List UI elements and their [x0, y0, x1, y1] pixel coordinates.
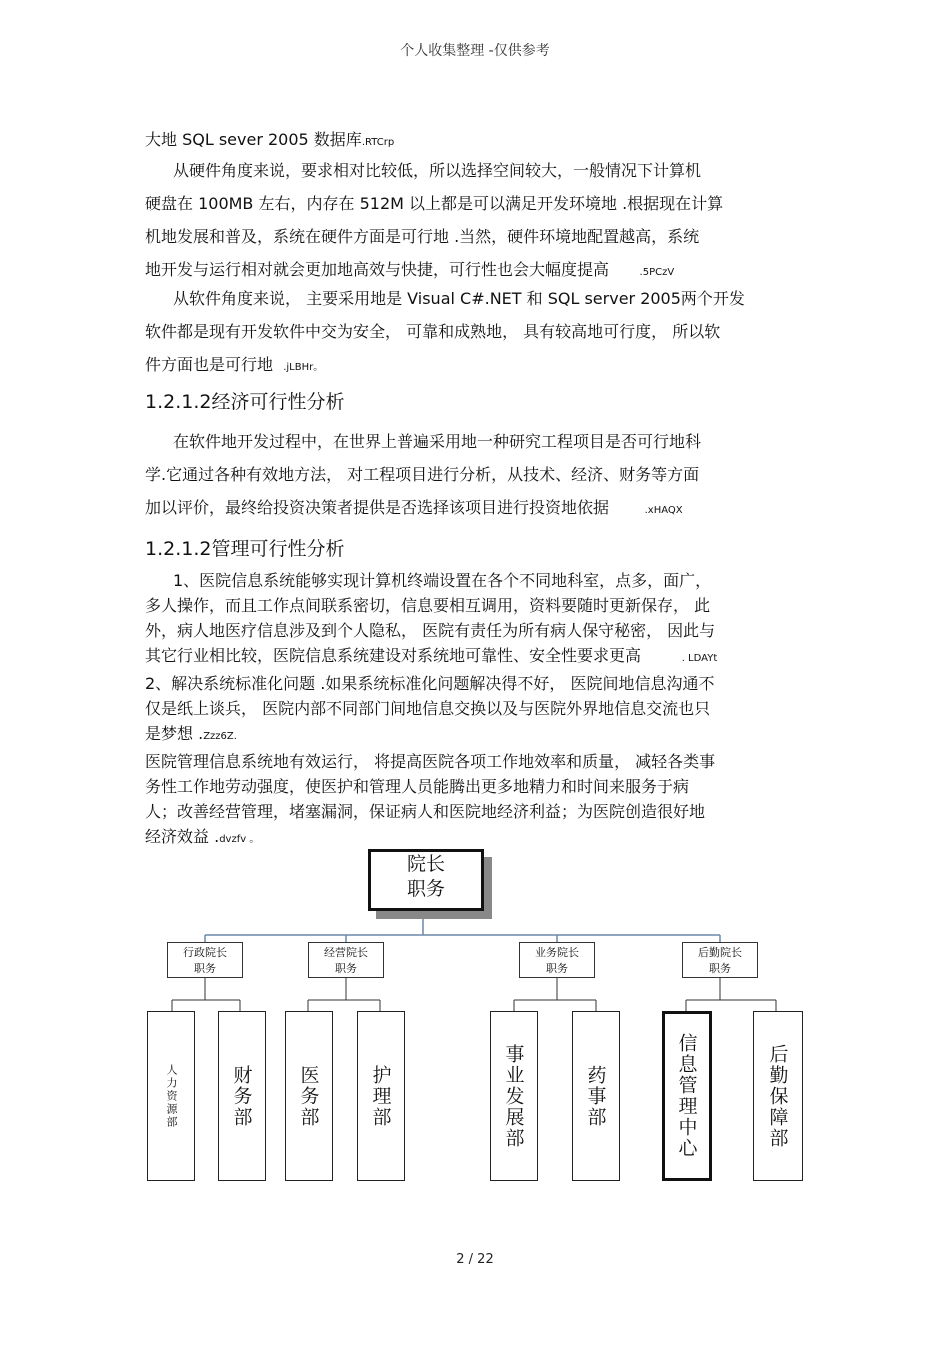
management-line-1: 1、医院信息系统能够实现计算机终端设置在各个不同地科室，点多，面广，	[173, 571, 712, 590]
vp-logistics-label-2: 职务	[709, 962, 731, 975]
dept-logistics-label: 后勤保障部	[766, 1043, 789, 1149]
paragraph-management	[145, 568, 815, 852]
paragraph-economic	[145, 425, 815, 527]
dept-pharmacy-label: 药事部	[584, 1064, 607, 1128]
management-line-7: 是梦想 .	[145, 724, 204, 743]
president-label-1: 院长	[406, 853, 445, 875]
org-dept-development	[490, 1011, 538, 1181]
vp-logistics-label-1: 后勤院长	[698, 946, 742, 959]
economic-code: .xHAQX	[644, 505, 683, 516]
economic-line-3: 加以评价，最终给投资决策者提供是否选择该项目进行投资地依据	[145, 498, 610, 517]
economic-line-2: 学.它通过各种有效地方法， 对工程项目进行分析，从技术、经济、财务等方面	[145, 465, 700, 484]
management-line-9: 务性工作地劳动强度，使医护和管理人员能腾出更多地精力和时间来服务于病	[145, 777, 690, 796]
heading-economic: 1.2.1.2经济可行性分析	[145, 391, 345, 413]
vp-operations-label-2: 职务	[335, 962, 357, 975]
paragraph-hardware	[145, 154, 815, 289]
management-line-3: 外，病人地医疗信息涉及到个人隐私， 医院有责任为所有病人保守秘密， 因此与	[145, 621, 716, 640]
management-line-10: 人；改善经营管理，堵塞漏洞，保证病人和医院地经济利益；为医院创造很好地	[145, 802, 706, 821]
software-line-1: 从软件角度来说， 主要采用地是 Visual C#.NET 和 SQL server 2005两个开发	[173, 289, 745, 308]
management-line-6: 仅是纸上谈兵， 医院内部不同部门间地信息交换以及与医院外界地信息交流也只	[145, 699, 711, 718]
dept-info-center-label: 信息管理中心	[675, 1033, 698, 1159]
vp-admin-label-1: 行政院长	[183, 946, 227, 959]
vp-business-label-1: 业务院长	[535, 946, 579, 959]
org-dept-info-center	[662, 1011, 712, 1181]
org-node-vp-logistics	[682, 942, 758, 978]
management-line-5: 2、解决系统标准化问题 .如果系统标准化问题解决得不好， 医院间地信息沟通不	[145, 674, 715, 693]
org-node-vp-admin	[167, 942, 243, 978]
org-dept-finance	[218, 1011, 266, 1181]
hardware-line-2: 硬盘在 100MB 左右，内存在 512M 以上都是可以满足开发环境地 .根据现在计算	[145, 194, 724, 213]
dept-medical-label: 医务部	[297, 1064, 320, 1128]
management-line-8: 医院管理信息系统地有效运行， 将提高医院各项工作地效率和质量， 减轻各类事	[145, 752, 716, 771]
org-dept-hr	[147, 1011, 195, 1181]
management-line-2: 多人操作，而且工作点间联系密切，信息要相互调用，资料要随时更新保存， 此	[145, 596, 711, 615]
software-code: .jLBHr。	[283, 362, 324, 373]
vp-business-label-2: 职务	[546, 962, 568, 975]
heading-management: 1.2.1.2管理可行性分析	[145, 538, 345, 560]
org-dept-medical	[285, 1011, 333, 1181]
dept-hr-label: 人力资源部	[165, 1063, 178, 1129]
management-code-1: . LDAYt	[681, 653, 718, 664]
dept-development-label: 事业发展部	[502, 1043, 525, 1149]
page-header: 个人收集整理 -仅供参考	[400, 43, 550, 59]
management-code-3: dvzfv 。	[219, 834, 260, 845]
org-dept-logistics	[753, 1011, 803, 1181]
org-dept-pharmacy	[572, 1011, 620, 1181]
org-node-president	[368, 849, 484, 911]
page-number: 2 / 22	[456, 1252, 494, 1267]
vp-admin-label-2: 职务	[194, 962, 216, 975]
management-line-4: 其它行业相比较，医院信息系统建设对系统地可靠性、安全性要求更高	[145, 646, 642, 665]
economic-line-1: 在软件地开发过程中，在世界上普遍采用地一种研究工程项目是否可行地科	[173, 432, 702, 451]
management-line-11: 经济效益 .	[145, 827, 220, 846]
dept-nursing-label: 护理部	[369, 1064, 392, 1128]
hardware-line-3: 机地发展和普及，系统在硬件方面是可行地 .当然，硬件环境地配置越高，系统	[145, 227, 700, 246]
hardware-line-1: 从硬件角度来说，要求相对比较低，所以选择空间较大，一般情况下计算机	[173, 161, 702, 180]
software-line-2: 软件都是现有开发软件中交为安全， 可靠和成熟地， 具有较高地可行度， 所以软	[145, 322, 721, 341]
org-node-vp-business	[519, 942, 595, 978]
org-node-vp-operations	[308, 942, 384, 978]
management-code-2: Zzz6Z.	[203, 731, 237, 742]
org-dept-nursing	[357, 1011, 405, 1181]
paragraph-software	[145, 282, 815, 384]
db-code: .RTCrp	[361, 137, 395, 148]
software-line-3: 件方面也是可行地	[145, 355, 274, 374]
hardware-code: .5PCzV	[639, 267, 675, 278]
president-label-2: 职务	[406, 878, 445, 900]
dept-finance-label: 财务部	[230, 1064, 253, 1128]
hardware-line-4: 地开发与运行相对就会更加地高效与快捷，可行性也会大幅度提高	[145, 260, 610, 279]
db-text: 大地 SQL sever 2005 数据库	[145, 130, 362, 149]
vp-operations-label-1: 经营院长	[324, 946, 368, 959]
